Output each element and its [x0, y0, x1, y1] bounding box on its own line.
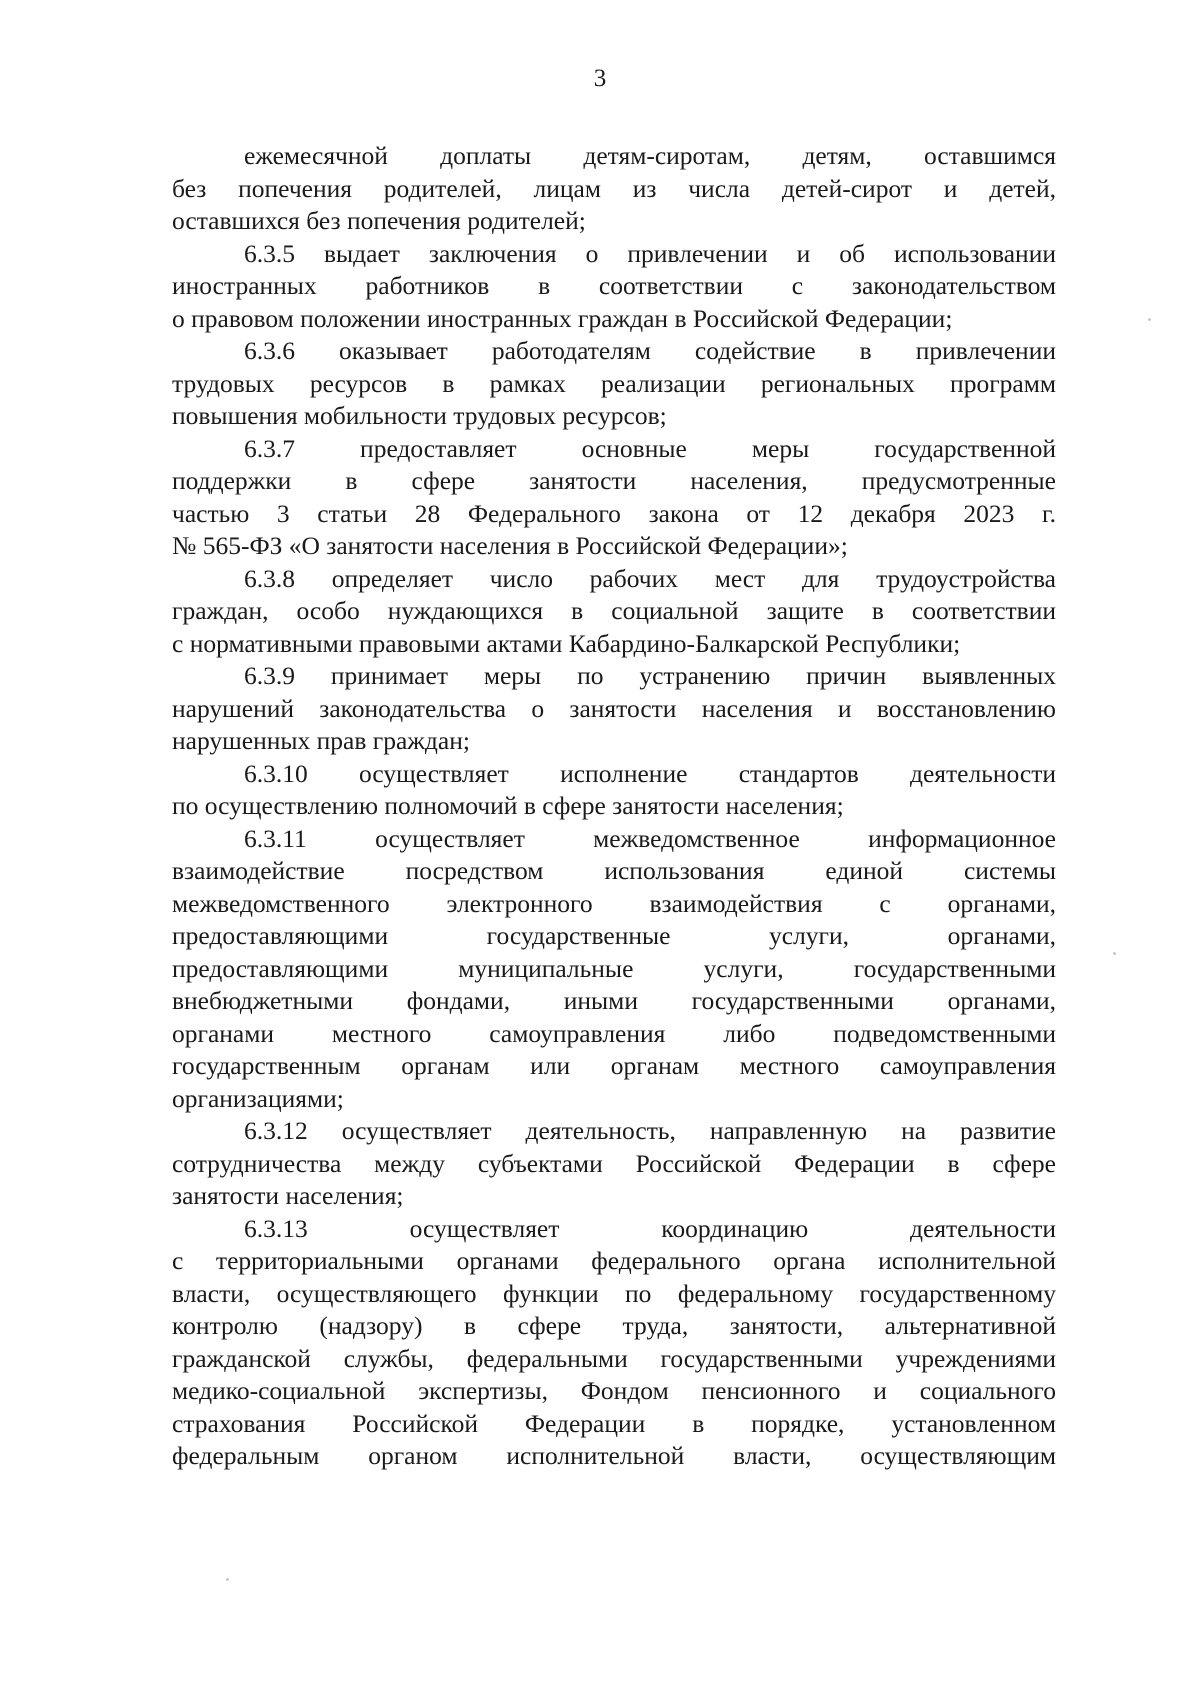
text-line: занятости населения;: [172, 1181, 404, 1210]
text-line: иностранных работников в соответствии с законодательством: [172, 271, 1056, 300]
text-line: 6.3.6 оказывает работодателям содействие в привлечении: [244, 336, 1056, 365]
scan-speck: [1113, 952, 1116, 955]
text-line: 6.3.7 предоставляет основные меры государственной: [244, 433, 1056, 463]
text-line: с нормативными правовыми актами Кабардино-Балкарской Республики;: [172, 628, 961, 658]
text-line: контролю (надзору) в сфере труда, занятости, альтернативной: [172, 1311, 1056, 1340]
document-body: [172, 140, 1056, 1473]
text-line: власти, осуществляющего функции по федеральному государственному: [172, 1278, 1056, 1308]
text-line: 6.3.13 осуществляет координацию деятельности: [244, 1213, 1056, 1243]
text-line: 6.3.10 осуществляет исполнение стандартов деятельности: [244, 758, 1056, 788]
text-line: оставшихся без попечения родителей;: [172, 206, 586, 235]
text-line: внебюджетными фондами, иными государственными органами,: [172, 986, 1056, 1015]
text-line: о правовом положении иностранных граждан в Российской Федерации;: [172, 303, 953, 333]
text-line: трудовых ресурсов в рамках реализации региональных программ: [172, 368, 1056, 398]
text-line: федеральным органом исполнительной власти, осуществляющим: [172, 1441, 1056, 1470]
text-line: сотрудничества между субъектами Российской Федерации в сфере: [172, 1148, 1056, 1178]
text-line: граждан, особо нуждающихся в социальной защите в соответствии: [172, 596, 1056, 625]
text-line: повышения мобильности трудовых ресурсов;: [172, 401, 667, 430]
text-line: 6.3.9 принимает меры по устранению причин выявленных: [244, 661, 1056, 690]
text-line: с территориальными органами федерального органа исполнительной: [172, 1246, 1056, 1275]
text-line: медико-социальной экспертизы, Фондом пенсионного и социального: [172, 1376, 1056, 1405]
text-line: 6.3.5 выдает заключения о привлечении и об использовании: [244, 238, 1056, 268]
text-line: организациями;: [172, 1083, 344, 1113]
scan-speck: [1148, 318, 1151, 321]
text-line: 6.3.11 осуществляет межведомственное информационное: [244, 823, 1056, 853]
scan-speck: [226, 1578, 229, 1581]
text-line: № 565-ФЗ «О занятости населения в Российской Федерации»;: [172, 531, 848, 560]
text-line: предоставляющими государственные услуги, органами,: [172, 921, 1056, 950]
text-line: без попечения родителей, лицам из числа детей-сирот и детей,: [172, 173, 1056, 203]
text-line: частью 3 статьи 28 Федерального закона от 12 декабря 2023 г.: [172, 498, 1056, 528]
text-line: 6.3.12 осуществляет деятельность, направленную на развитие: [244, 1116, 1056, 1145]
text-line: органами местного самоуправления либо подведомственными: [172, 1018, 1056, 1048]
text-line: поддержки в сфере занятости населения, предусмотренные: [172, 466, 1056, 495]
text-line: ежемесячной доплаты детям-сиротам, детям, оставшимся: [244, 141, 1056, 170]
text-line: гражданской службы, федеральными государственными учреждениями: [172, 1343, 1056, 1373]
text-line: межведомственного электронного взаимодействия с органами,: [172, 888, 1056, 918]
text-line: нарушений законодательства о занятости населения и восстановлению: [172, 693, 1056, 723]
text-line: взаимодействие посредством использования единой системы: [172, 856, 1056, 885]
page-number: 3: [593, 65, 607, 92]
text-line: страхования Российской Федерации в порядке, установленном: [172, 1408, 1056, 1438]
text-line: государственным органам или органам местного самоуправления: [172, 1051, 1056, 1080]
text-line: нарушенных прав граждан;: [172, 726, 470, 755]
text-line: предоставляющими муниципальные услуги, государственными: [172, 953, 1056, 983]
text-line: по осуществлению полномочий в сфере занятости населения;: [172, 791, 844, 820]
text-line: 6.3.8 определяет число рабочих мест для трудоустройства: [244, 563, 1056, 593]
